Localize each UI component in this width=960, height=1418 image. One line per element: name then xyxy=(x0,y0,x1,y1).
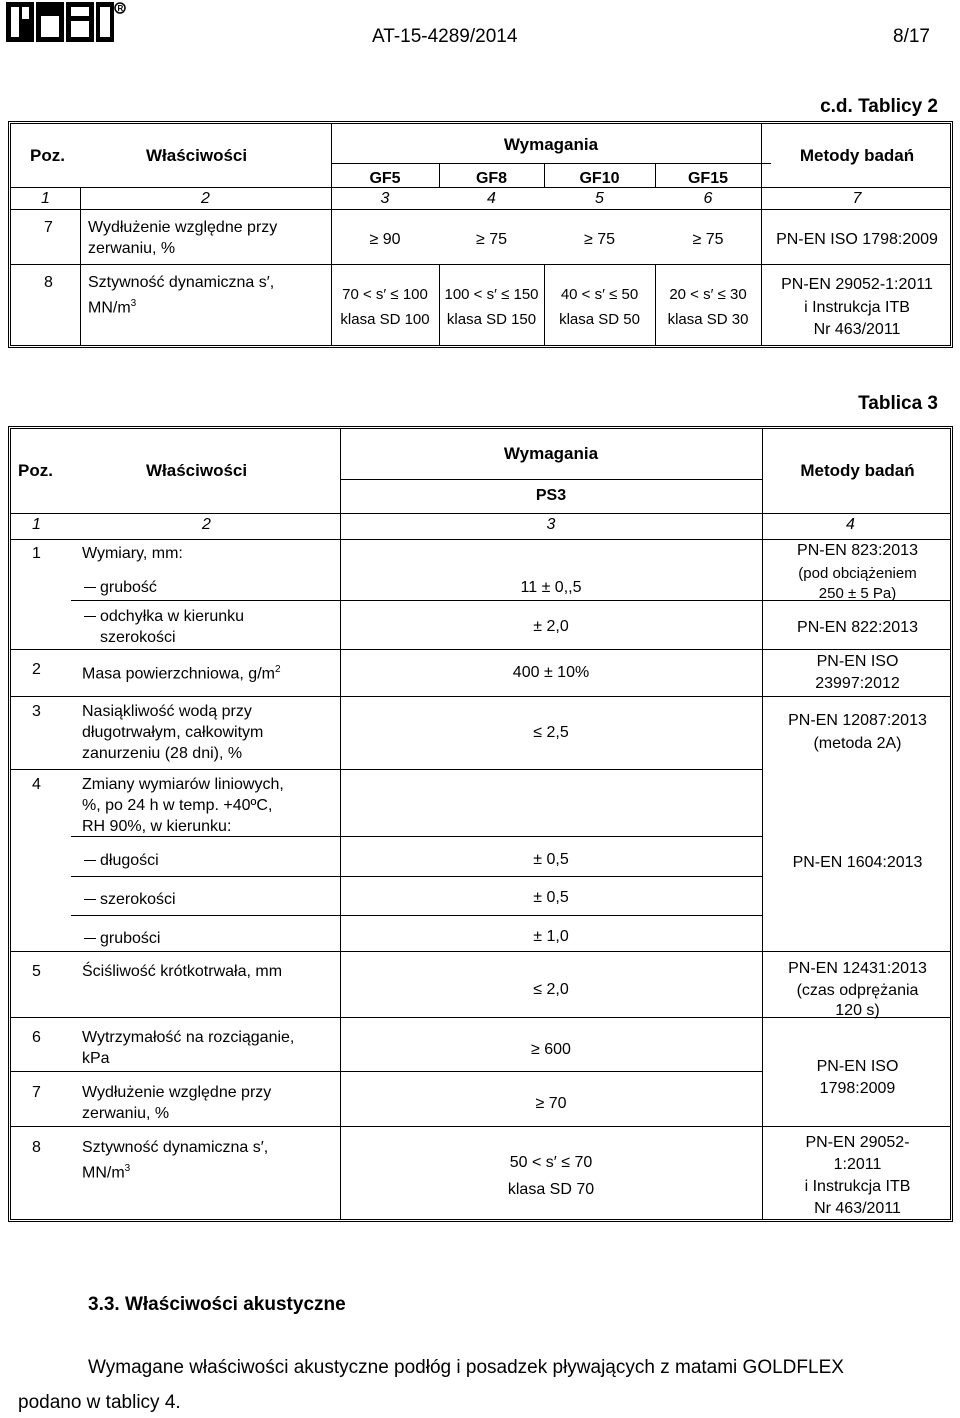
t3-r2-poz: 2 xyxy=(32,661,41,678)
t3-r5-property: Ściśliwość krótkotrwała, mm xyxy=(82,963,283,980)
t2-row8-property: Sztywność dynamiczna s′, $MN/m^3$ xyxy=(88,274,275,317)
t3-r4-property-a: Zmiany wymiarów liniowych, xyxy=(82,776,284,793)
t2-grade-gf15: GF15 xyxy=(687,170,728,187)
t2-row8-poz: 8 xyxy=(44,274,53,291)
t3-r5-poz: 5 xyxy=(32,963,41,980)
t3-r4-property-b: %, po 24 h w temp. +40ºC, xyxy=(82,797,273,814)
t2-colnum-2: 2 xyxy=(201,190,210,207)
t3-r8-method-c: i Instrukcja ITB xyxy=(804,1178,911,1195)
t2-row8-method-2: i Instrukcja ITB xyxy=(804,299,910,316)
t3-r3-property-a: Nasiąkliwość wodą przy xyxy=(82,703,252,720)
t3-r6-r7-method-b: 1798:2009 xyxy=(819,1080,896,1097)
t2-colnum-5: 5 xyxy=(595,190,604,207)
t3-r2-method-a: PN-EN ISO xyxy=(816,653,899,670)
t3-r1-method-c: 250 ± 5 Pa) xyxy=(818,585,897,602)
t2-row8-gf15-class: klasa SD 30 xyxy=(667,311,749,328)
t3-r5-method-b: (czas odprężania xyxy=(796,982,919,999)
t3-r6-property-b: kPa xyxy=(82,1050,110,1067)
t3-colnum-1: 1 xyxy=(32,516,41,533)
t2-row7-method: PN-EN ISO 1798:2009 xyxy=(776,231,938,248)
paragraph-line-1: Wymagane właściwości akustyczne podłóg i posadzek pływających z matami GOLDFLEX xyxy=(88,1357,844,1378)
t2-colnum-4: 4 xyxy=(487,190,496,207)
t3-r2-value: 400 ± 10% xyxy=(512,664,590,681)
t3-r1-sub-odchylka-2: szerokości xyxy=(100,629,176,646)
t3-colnum-2: 2 xyxy=(202,516,211,533)
t2-grade-gf10: GF10 xyxy=(579,170,620,187)
t3-r6-poz: 6 xyxy=(32,1029,41,1046)
t3-r4-val-dlugosci: ± 0,5 xyxy=(533,851,569,868)
page-number: 8/17 xyxy=(893,26,930,47)
paragraph-line-2: podano w tablicy 4. xyxy=(18,1392,181,1413)
t3-r4-property-c: RH 90%, w kierunku: xyxy=(82,818,232,835)
t3-r7-property-a: Wydłużenie względne przy xyxy=(82,1084,272,1101)
t2-row8-gf5-class: klasa SD 100 xyxy=(340,311,430,328)
t3-r1-val-gruboc: 11 ± 0,,5 xyxy=(520,579,582,596)
t3-r1-method-b: (pod obciążeniem xyxy=(798,565,917,582)
t3-r1-property: Wymiary, mm: xyxy=(82,545,183,562)
t3-r8-property-a: Sztywność dynamiczna s′, xyxy=(82,1139,269,1156)
t2-colnum-7: 7 xyxy=(852,190,862,207)
t3-r5-method-c: 120 s) xyxy=(835,1002,880,1019)
t3-r8-method-b: 1:2011 xyxy=(833,1156,882,1173)
t3-r3-value: ≤ 2,5 xyxy=(533,724,569,741)
t3-r3-property-c: zanurzeniu (28 dni), % xyxy=(82,745,243,762)
svg-text:R: R xyxy=(117,4,124,13)
t3-r3-method-a: PN-EN 12087:2013 xyxy=(788,712,927,729)
t3-header-metody: Metody badań xyxy=(800,461,915,480)
t3-r1-sub-gruboc: grubość xyxy=(84,577,157,598)
t3-r8-property-b: $MN/m^3$ xyxy=(82,1163,131,1182)
t2-colnum-1: 1 xyxy=(41,190,50,207)
t3-r6-value: ≥ 600 xyxy=(531,1041,571,1058)
t3-r7-value: ≥ 70 xyxy=(535,1095,567,1112)
t3-r4-val-grubosci: ± 1,0 xyxy=(533,928,569,945)
t3-r4-sub-dlugosci: długości xyxy=(84,850,159,871)
t2-row7-gf15: ≥ 75 xyxy=(692,231,724,248)
t3-r5-value: ≤ 2,0 xyxy=(533,981,569,998)
t3-r4-val-szerokosci: ± 0,5 xyxy=(533,889,569,906)
itb-logo xyxy=(6,2,126,46)
table2-continuation-caption: c.d. Tablicy 2 xyxy=(820,96,938,117)
t3-colnum-4: 4 xyxy=(846,516,855,533)
t2-row8-gf8-class: klasa SD 150 xyxy=(446,311,537,328)
t3-r3-poz: 3 xyxy=(32,703,41,720)
t3-r8-value-a: 50 < s′ ≤ 70 xyxy=(509,1154,593,1171)
t2-row8-method-3: Nr 463/2011 xyxy=(813,321,901,338)
t3-r3-method-b: (metoda 2A) xyxy=(813,735,902,752)
t3-r2-property: Masa powierzchniowa, $g/m^2$ xyxy=(82,664,281,683)
t3-r7-poz: 7 xyxy=(32,1084,41,1101)
t3-r2-method-b: 23997:2012 xyxy=(815,675,900,692)
t3-colnum-3: 3 xyxy=(546,516,556,533)
t2-row8-gf5-range: 70 < s′ ≤ 100 xyxy=(342,286,428,303)
t3-r4-poz: 4 xyxy=(32,776,41,793)
t2-colnum-3: 3 xyxy=(380,190,390,207)
t2-row8-gf8-range: 100 < s′ ≤ 150 xyxy=(444,286,539,303)
t3-r8-method-d: Nr 463/2011 xyxy=(814,1200,901,1217)
t3-header-poz: Poz. xyxy=(18,461,53,480)
t2-row8-gf10-range: 40 < s′ ≤ 50 xyxy=(560,286,639,303)
t2-header-metody: Metody badań xyxy=(799,146,915,165)
t2-row7-property: Wydłużenie względne przy zerwaniu, % xyxy=(88,219,278,257)
t3-r3-property-b: długotrwałym, całkowitym xyxy=(82,724,264,741)
t2-grade-gf8: GF8 xyxy=(475,170,508,187)
t3-r4-method: PN-EN 1604:2013 xyxy=(792,854,923,871)
t2-row8-method-1: PN-EN 29052-1:2011 xyxy=(781,276,933,293)
t2-row7-gf5: ≥ 90 xyxy=(369,231,401,248)
t3-header-wymagania: Wymagania xyxy=(503,444,599,463)
t3-r4-sub-grubosci: grubości xyxy=(84,928,160,949)
t2-row7-gf8: ≥ 75 xyxy=(475,231,508,248)
t3-r4-sub-szerokosci: szerokości xyxy=(84,889,176,910)
t3-r8-poz: 8 xyxy=(32,1139,41,1156)
t3-r1-sub-odchylka: odchyłka w kierunku xyxy=(84,606,244,627)
t3-r5-method-a: PN-EN 12431:2013 xyxy=(788,960,927,977)
t2-grade-gf5: GF5 xyxy=(369,170,401,187)
t2-colnum-6: 6 xyxy=(703,190,713,207)
t3-r6-property-a: Wytrzymałość na rozciąganie, xyxy=(82,1029,295,1046)
t3-r8-value-b: klasa SD 70 xyxy=(507,1181,595,1198)
t3-header-ps3: PS3 xyxy=(535,487,567,504)
t3-r1-method-a: PN-EN 823:2013 xyxy=(797,542,918,559)
t2-row8-gf15-range: 20 < s′ ≤ 30 xyxy=(669,286,747,303)
t3-r8-method-a: PN-EN 29052- xyxy=(805,1134,910,1151)
t2-header-wymagania: Wymagania xyxy=(503,135,599,154)
t3-header-wlasciwosci: Właściwości xyxy=(146,461,248,480)
t2-row7-gf10: ≥ 75 xyxy=(583,231,616,248)
t3-r1-poz: 1 xyxy=(32,545,41,562)
t3-r1-val-odchylka: ± 2,0 xyxy=(533,618,569,635)
t2-row7-poz: 7 xyxy=(44,219,53,236)
t3-r6-r7-method-a: PN-EN ISO xyxy=(816,1058,899,1075)
table3-caption: Tablica 3 xyxy=(858,393,938,414)
t2-header-wlasciwosci: Właściwości xyxy=(146,146,248,165)
t2-row8-gf10-class: klasa SD 50 xyxy=(559,311,640,328)
section-title: 3.3. Właściwości akustyczne xyxy=(88,1294,346,1315)
t3-r7-property-b: zerwaniu, % xyxy=(82,1105,170,1122)
t3-r1-method-2: PN-EN 822:2013 xyxy=(797,619,918,636)
document-number: AT-15-4289/2014 xyxy=(372,26,518,47)
t2-header-poz: Poz. xyxy=(30,146,65,165)
